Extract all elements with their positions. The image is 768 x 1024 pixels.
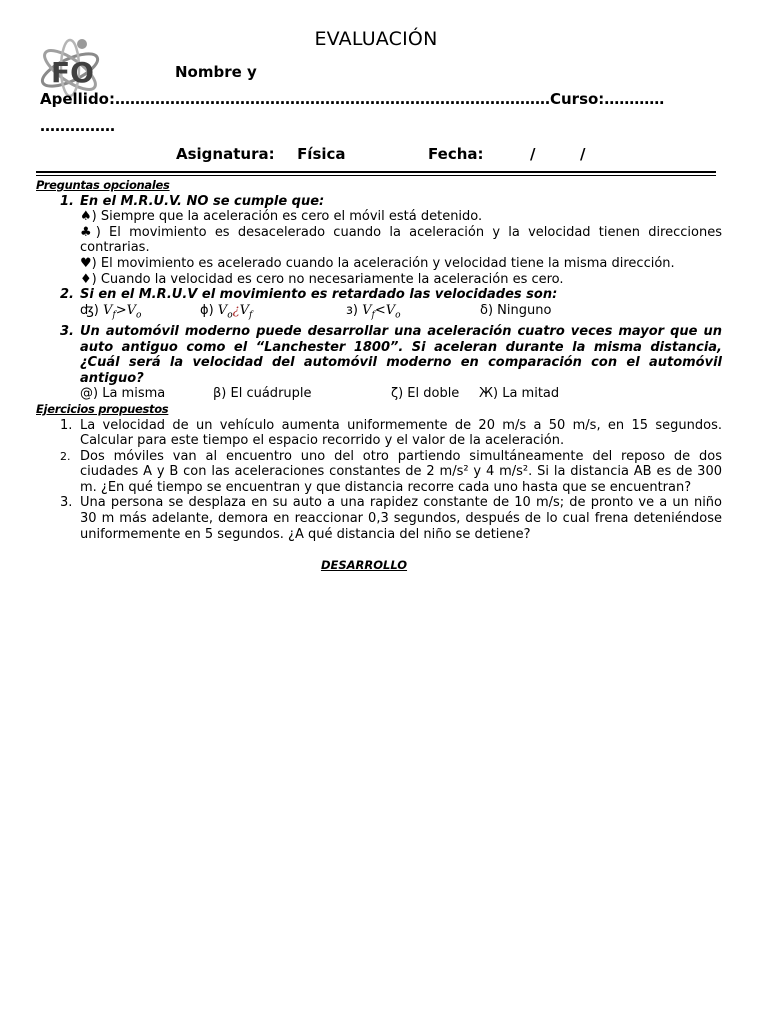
exercise (60, 495, 722, 542)
question-text: Un automóvil moderno puede desarrollar una aceleración cuatro veces mayor que un auto antiguo como el “Lanchester 1800”. Si aceleran durante la misma distancia, ¿Cuál será la velocidad del automóvil moderno en comparación con el automóvil antiguo? (80, 323, 722, 386)
answer-option: ♥) El movimiento es acelerado cuando la aceleración y velocidad tiene la misma dirección. (80, 255, 675, 271)
exercise-number: 2. (60, 449, 71, 463)
asignatura-fecha-line (176, 145, 585, 163)
fecha-separator: / (530, 145, 536, 163)
fecha-label: Fecha: (428, 145, 484, 163)
question-number: 1. (60, 193, 74, 209)
answer-option: ♠) Siempre que la aceleración es cero el móvil está detenido. (80, 209, 483, 225)
answer-option: ɸ) $V_o¿V_f$ (200, 302, 253, 321)
exercise-text: La velocidad de un vehículo aumenta uniformemente de 20 m/s a 50 m/s, en 15 segundos. Calcular para este tiempo el espacio recorrido y el valor de la aceleración. (80, 417, 722, 449)
answer-options-row (80, 386, 722, 402)
asignatura-label: Asignatura: (176, 145, 275, 163)
header-divider (36, 175, 716, 176)
answer-option: δ) Ninguno (480, 302, 552, 318)
answer-option: ♦) Cuando la velocidad es cero no necesariamente la aceleración es cero. (80, 271, 564, 287)
exercise-number: 1. (60, 417, 73, 433)
header-divider (36, 171, 716, 173)
exercise (60, 418, 722, 449)
question-text: Si en el M.R.U.V el movimiento es retardado las velocidades son: (80, 287, 558, 303)
question-number: 3. (60, 323, 74, 339)
exercise-text: Dos móviles van al encuentro uno del otro partiendo simultáneamente del reposo de dos ciudades A y B con las aceleraciones constantes de 2 m/s² y 4 m/s². Si la distancia AB es de 300 m. ¿En qué tiempo se encuentran y que distancia recorre cada uno hasta que se encuentran? (80, 448, 722, 495)
question (60, 287, 722, 303)
preguntas-heading: Preguntas opcionales (36, 178, 170, 192)
answer-option: ♣) El movimiento es desacelerado cuando la aceleración y la velocidad tienen direcciones contrarias. (80, 224, 722, 256)
exercise-number: 3. (60, 495, 73, 511)
exercise-text: Una persona se desplaza en su auto a una rapidez constante de 10 m/s; de pronto ve a un niño 30 m más adelante, demora en reaccionar 0,3 segundos, después de lo cual frena deteniéndose uniformemente en 5 segundos. ¿A qué distancia del niño se detiene? (80, 495, 722, 542)
desarrollo-heading: DESARROLLO (320, 558, 408, 573)
apellido-curso-line: Apellido:……………………………………………………………………………Curso:………… (40, 90, 665, 108)
asignatura-value: Física (297, 145, 346, 163)
fecha-separator: / (579, 145, 586, 163)
answer-option: @) La misma (80, 386, 166, 402)
answer-option: ʤ) $V_f>V_o$ (80, 302, 142, 321)
question (60, 324, 722, 386)
answer-option: Ж) La mitad (479, 386, 560, 402)
exercise (60, 449, 722, 496)
apellido-dots-continuation: …………… (40, 117, 115, 135)
ejercicios-heading: Ejercicios propuestos (36, 401, 169, 416)
answer-option: з) $V_f<V_o$ (346, 302, 401, 321)
question (60, 194, 722, 210)
question-text: En el M.R.U.V. NO se cumple que: (80, 193, 325, 209)
page-title: EVALUACIÓN (314, 28, 438, 50)
answer-option: ζ) El doble (391, 386, 460, 402)
question-number: 2. (60, 287, 74, 303)
nombre-label: Nombre y (175, 63, 257, 81)
logo-text: FO (51, 56, 94, 89)
exam-body (36, 178, 722, 574)
answer-option: β) El cuádruple (213, 386, 312, 402)
answer-options-row (80, 303, 722, 324)
